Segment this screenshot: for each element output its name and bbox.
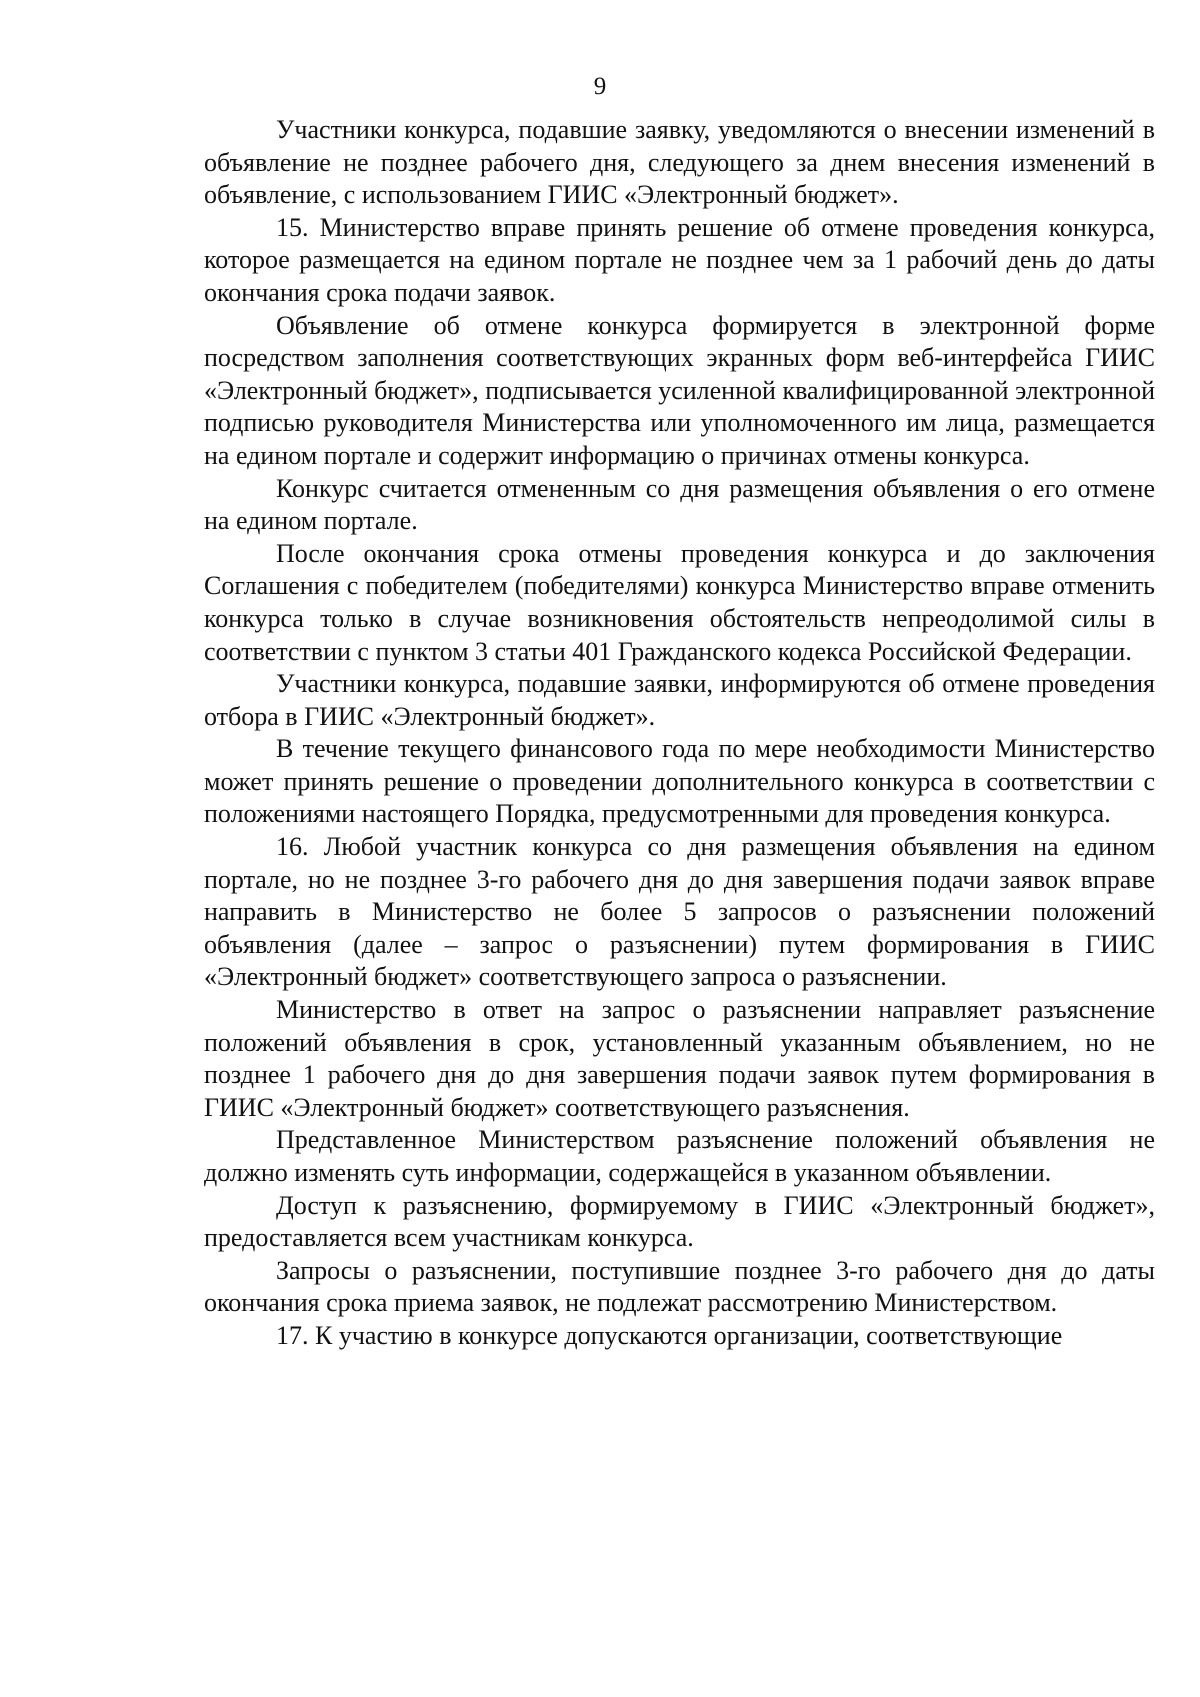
paragraph: После окончания срока отмены проведения конкурса и до заключения Соглашения с победителем (победителями) конкурса Министерство вправе отменить конкурса только в случае возникновения обстоятельств непреодолимой силы в соответствии с пунктом 3 статьи 401 Гражданского кодекса Российской Федерации.	[204, 538, 1155, 666]
paragraph: 16. Любой участник конкурса со дня размещения объявления на едином портале, но не позднее 3-го рабочего дня до дня завершения подачи заявок вправе направить в Министерство не более 5 запросов о разъяснении положений объявления (далее – запрос о разъяснении) путем формирования в ГИИС «Электронный бюджет» соответствующего запроса о разъяснении.	[204, 832, 1155, 992]
paragraph: Конкурс считается отмененным со дня размещения объявления о его отмене на едином портале.	[204, 473, 1155, 536]
paragraph: Объявление об отмене конкурса формируется в электронной форме посредством заполнения соответствующих экранных форм веб-интерфейса ГИИС «Электронный бюджет», подписывается усиленной квалифицированной электронной подписью руководителя Министерства или уполномоченного им лица, размещается на едином портале и содержит информацию о причинах отмены конкурса.	[204, 310, 1155, 470]
paragraph: Министерство в ответ на запрос о разъяснении направляет разъяснение положений объявления в срок, установленный указанным объявлением, но не позднее 1 рабочего дня до дня завершения подачи заявок путем формирования в ГИИС «Электронный бюджет» соответствующего разъяснения.	[204, 995, 1155, 1122]
paragraph: Доступ к разъяснению, формируемому в ГИИС «Электронный бюджет», предоставляется всем участникам конкурса.	[204, 1190, 1155, 1253]
paragraph: Представленное Министерством разъяснение положений объявления не должно изменять суть информации, содержащейся в указанном объявлении.	[204, 1125, 1155, 1187]
paragraph: Участники конкурса, подавшие заявку, уведомляются о внесении изменений в объявление не позднее рабочего дня, следующего за днем внесения изменений в объявление, с использованием ГИИС «Электронный бюджет».	[204, 115, 1155, 210]
paragraph: В течение текущего финансового года по мере необходимости Министерство может принять решение о проведении дополнительного конкурса в соответствии с положениями настоящего Порядка, предусмотренными для проведения конкурса.	[204, 734, 1155, 829]
page-number: 9	[593, 73, 607, 100]
paragraph: Участники конкурса, подавшие заявки, информируются об отмене проведения отбора в ГИИС «Электронный бюджет».	[204, 669, 1155, 731]
paragraph: 15. Министерство вправе принять решение об отмене проведения конкурса, которое размещается на едином портале не позднее чем за 1 рабочий день до даты окончания срока подачи заявок.	[204, 212, 1155, 307]
document-body	[204, 114, 1155, 1353]
paragraph: Запросы о разъяснении, поступившие позднее 3-го рабочего дня до даты окончания срока приема заявок, не подлежат рассмотрению Министерством.	[204, 1255, 1155, 1318]
paragraph: 17. К участию в конкурсе допускаются организации, соответствующие	[276, 1320, 1063, 1350]
